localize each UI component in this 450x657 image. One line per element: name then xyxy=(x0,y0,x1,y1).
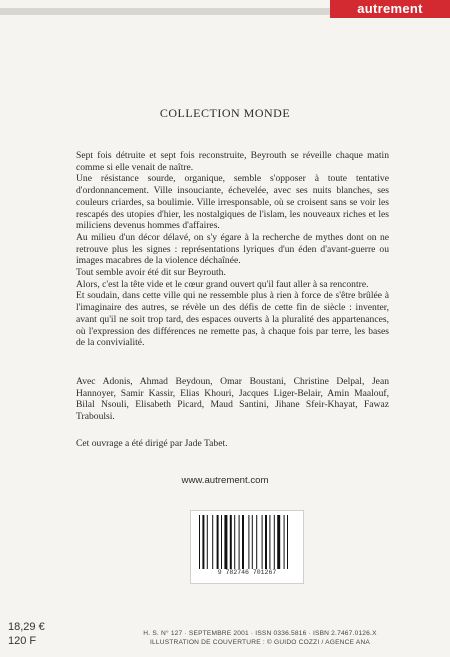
barcode-number: 9 782746 701267 xyxy=(217,569,277,576)
publisher-logo: autrement xyxy=(330,0,450,18)
barcode-bar xyxy=(207,515,208,569)
collection-title: COLLECTION MONDE xyxy=(159,106,291,120)
top-bar xyxy=(0,0,450,18)
blurb-paragraph: Une résistance sourde, organique, semble s'opposer à toute tentative d'ordonnancement. Ville insouciante, échevelée, avec ses nuits blanches, ses couleurs criardes, sa boulimie. Ville irresponsable, où se croisent sans se voir les rescapés des utopies d'hier, les nostalgiques de l'islam, les nouveaux riches et les miliciens devenus hommes d'affaires. xyxy=(76,173,389,232)
blurb-paragraph: Au milieu d'un décor délavé, on s'y égare à la recherche de mythes dont on ne retrouve plus les signes : représentations lyriques d'un éden d'avant-guerre ou images macabres de la violence déchaînée. xyxy=(76,231,389,267)
price-euro: 18,29 € xyxy=(8,621,45,633)
website-link[interactable]: www.autrement.com xyxy=(181,475,269,486)
barcode-bar xyxy=(202,515,204,569)
imprint xyxy=(100,629,420,647)
prices xyxy=(8,620,45,648)
barcode-bar xyxy=(217,515,219,569)
barcode-bar xyxy=(199,515,200,569)
blurb-paragraph: Sept fois détruite et sept fois reconstruite, Beyrouth se réveille chaque matin comme si elle venait de naître. xyxy=(76,150,389,173)
barcode-bar xyxy=(265,515,267,569)
barcode-bar xyxy=(224,515,227,569)
blurb-paragraph: Tout semble avoir été dit sur Beyrouth. xyxy=(76,267,226,279)
imprint-line: H. S. N° 127 · SEPTEMBRE 2001 · ISSN 0336.5816 · ISBN 2.7467.0126.X xyxy=(143,630,377,637)
barcode-bar xyxy=(252,515,253,569)
blurb-paragraph: Et soudain, dans cette ville qui ne ressemble plus à rien à force de s'être brûlée à l'imaginaire des autres, se révèle un des défis de cette fin de siècle : inventer, avant qu'il ne soit trop tard, des espaces ouverts à la pluralité des appartenances, où l'expression des différences ne remette pas, à chaque fois par terre, les bases de la convivialité. xyxy=(76,290,389,349)
barcode-bar xyxy=(221,515,222,569)
barcode-bar xyxy=(277,515,280,569)
barcode-bar xyxy=(212,515,213,569)
price-franc: 120 F xyxy=(8,635,37,647)
barcode-bar xyxy=(239,515,240,569)
barcode-bar xyxy=(242,515,244,569)
barcode-bar xyxy=(287,515,288,569)
imprint-line: ILLUSTRATION DE COUVERTURE : © GUIDO COZZI / AGENCE ANA xyxy=(149,639,371,646)
barcode-bar xyxy=(269,515,270,569)
blurb-text xyxy=(76,150,389,349)
barcode-bar xyxy=(234,515,235,569)
blurb-paragraph: Alors, c'est la tête vide et le cœur grand ouvert qu'il faut aller à sa rencontre. xyxy=(76,278,369,290)
barcode-bars xyxy=(199,515,295,569)
barcode-bar xyxy=(284,515,285,569)
directed-by: Cet ouvrage a été dirigé par Jade Tabet. xyxy=(76,438,228,449)
barcode xyxy=(190,510,304,584)
barcode-bar xyxy=(274,515,275,569)
top-stripe xyxy=(0,8,330,15)
contributors-list: Avec Adonis, Ahmad Beydoun, Omar Boustani, Christine Delpal, Jean Hannoyer, Samir Kassir, Elias Khouri, Jacques Liger-Belair, Amin Maalouf, Bilal Nsouli, Elisabeth Picard, Maud Santini, Jihane Sfeir-Khayat, Fawaz Traboulsi. xyxy=(76,376,389,423)
barcode-bar xyxy=(256,515,257,569)
barcode-bar xyxy=(248,515,249,569)
barcode-bar xyxy=(262,515,263,569)
barcode-bar xyxy=(230,515,232,569)
